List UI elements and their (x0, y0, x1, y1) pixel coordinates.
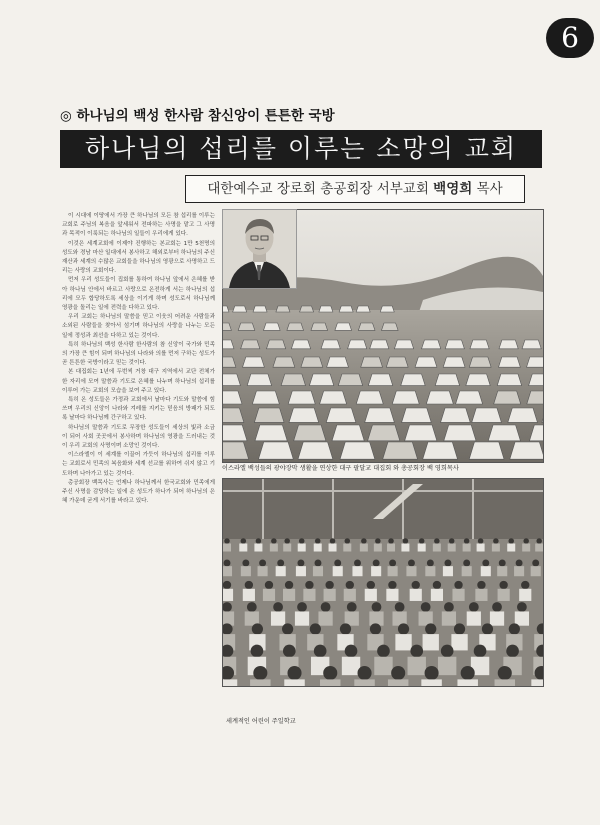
article-paragraph: 본 대집회는 1년에 두번씩 거창 대구 지역에서 교단 전체가 한 자리에 모여 말씀과 기도로 은혜를 나누며 하나님의 섭리를 이루어 가는 교회의 모습을 보여 주고 있다. (62, 369, 215, 394)
article-paragraph: 우리 교회는 하나님의 말씀을 믿고 이웃의 어려운 사람들과 소외된 사람들을 찾아서 섬기며 하나님의 사랑을 나누는 모든 일에 정성과 최선을 다하고 있는 것이다. (62, 314, 215, 339)
byline-org: 대한예수교 장로회 총공회장 서부교회 (207, 181, 429, 197)
article-paragraph: 특히 온 성도들은 가정과 교회에서 날마다 기도와 말씀에 힘쓰며 우리의 신앙이 나라와 겨레를 지키는 믿음의 방패가 되도록 날마다 하나님께 간구하고 있다. (62, 397, 215, 422)
pastor-portrait (222, 209, 297, 289)
sunday-school-caption: 세계적인 어린이 주일학교 (226, 718, 296, 725)
section-kicker: ◎ 하나님의 백성 한사람 참신앙이 튼튼한 국방 (60, 108, 335, 124)
byline-title: 목사 (476, 181, 503, 197)
article-paragraph: 이스라엘이 이 세계를 이끌어 가듯이 하나님의 섭리를 이루는 교회로서 민족의 복음화와 세계 선교를 위하여 쉬지 않고 기도하며 나아가고 있는 것이다. (62, 452, 215, 477)
article-body (62, 212, 215, 737)
page-number: 6 (546, 18, 594, 58)
article-paragraph: 이것은 세계교회에 이제야 진행하는 본교회는 1만 5천명의 성도와 경남 마산 일대에서 봉사하고 해외로부터 하나님의 주신 재산과 세계의 수많은 교회들을 하나님의 영광으로 사명하고 드리는 사랑의 교회이다. (62, 240, 215, 275)
article-paragraph: 특히 하나님의 백성 한사람 한사람의 참 신앙이 국가와 민족의 가장 큰 힘이 되며 하나님의 나라와 의를 먼저 구하는 성도가 곧 튼튼한 국방이라고 믿는 것이다. (62, 341, 215, 367)
article-paragraph: 먼저 우리 성도들이 집회를 통하여 하나님 앞에서 은혜를 받아 하나님 안에서 바르고 사랑으로 온전하게 서는 하나님의 섭리에 모두 합당하도록 세상을 이기게 하며 성도로서 하나님께 영광을 돌리는 일에 전력을 다하고 있다. (62, 277, 215, 312)
byline-box (185, 175, 525, 203)
sunday-school-photo (222, 478, 544, 687)
article-paragraph: 총공회장 백목사는 언제나 하나님께서 한국교회와 민족에게 주신 사명을 감당하는 일에 온 성도가 하나가 되어 하나님의 은혜 가운데 굳게 서기를 바라고 있다. (62, 479, 215, 505)
headline-banner: 하나님의 섭리를 이루는 소망의 교회 (60, 130, 542, 168)
byline-name: 백영희 (433, 181, 473, 197)
tent-camp-caption: 이스라엘 백성들의 광야장막 생활을 연상한 대구 팔달교 대집회 와 총공회장 백 영희목사 (222, 465, 459, 472)
article-paragraph: 이 시대에 이땅에서 가장 큰 하나님의 모든 참 섭리를 이루는 교회로 주님의 복음을 앞세워서 전파하는 사명을 맡고 그 사명과 목적이 이룩되는 하나님의 일들이 우리에게 있다. (62, 213, 215, 238)
article-paragraph: 하나님의 말씀과 기도로 무장한 성도들이 세상의 빛과 소금이 되어 사회 곳곳에서 봉사하며 하나님의 영광을 드러내는 것이 우리 교회의 사명이며 소망인 것이다. (62, 424, 215, 450)
